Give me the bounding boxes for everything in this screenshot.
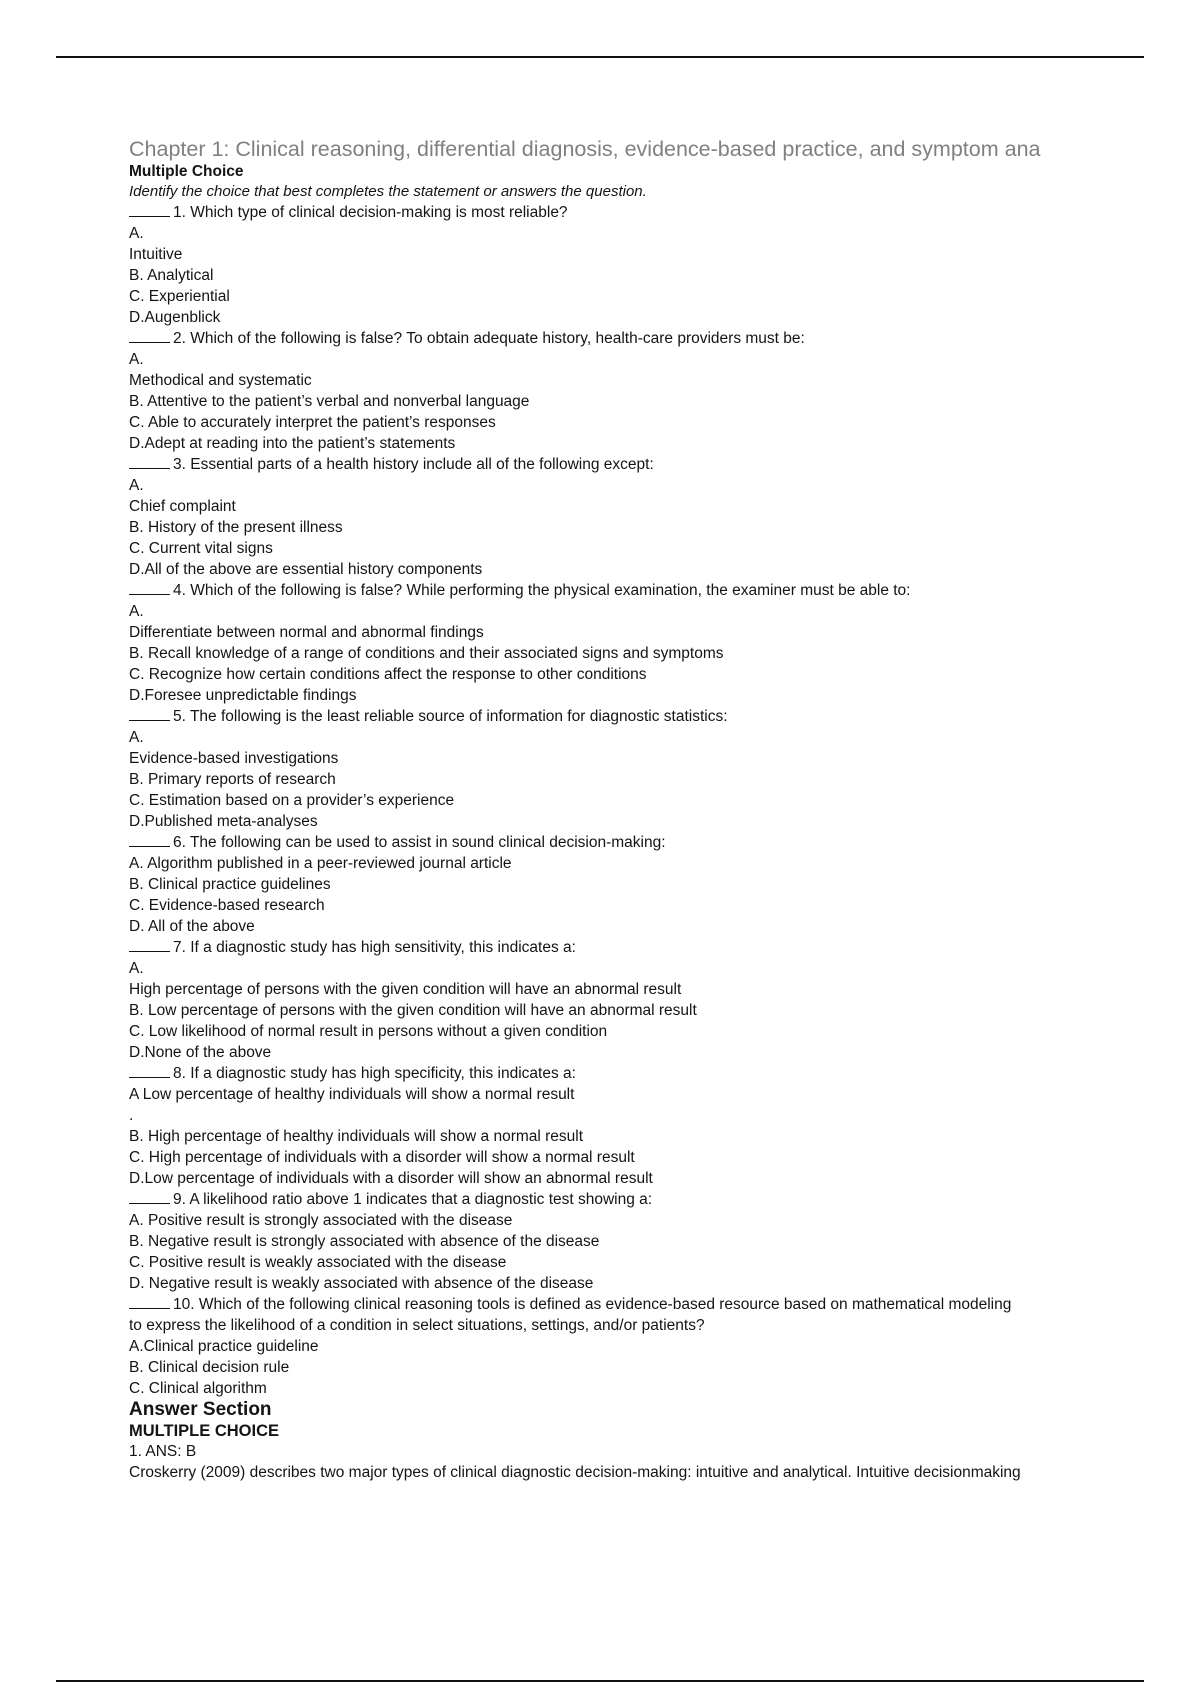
answer-section-heading: Answer Section	[129, 1399, 272, 1420]
question-stem-text: 3. Essential parts of a health history include all of the following except:	[173, 456, 654, 473]
answer-option: D. Negative result is weakly associated with absence of the disease	[129, 1275, 594, 1292]
question-stem-text: 9. A likelihood ratio above 1 indicates that a diagnostic test showing a:	[173, 1191, 653, 1208]
answer-option: D.Low percentage of individuals with a disorder will show an abnormal result	[129, 1170, 653, 1187]
answer-option: D.Adept at reading into the patient’s statements	[129, 435, 456, 452]
question-stem	[129, 1294, 1089, 1315]
answer-option: C. Low likelihood of normal result in persons without a given condition	[129, 1023, 608, 1040]
question-block	[129, 580, 1089, 706]
answer-option: B. Primary reports of research	[129, 771, 336, 788]
answer-1-rationale: Croskerry (2009) describes two major types of clinical diagnostic decision-making: intuitive and analytical. Intuitive decisionmaking	[129, 1464, 1021, 1481]
answer-option: Intuitive	[129, 246, 183, 263]
answer-option: D.Augenblick	[129, 309, 221, 326]
answer-option: D.None of the above	[129, 1044, 272, 1061]
answer-option: B. Recall knowledge of a range of conditions and their associated signs and symptoms	[129, 645, 724, 662]
answer-option: B. High percentage of healthy individuals will show a normal result	[129, 1128, 584, 1145]
bottom-rule	[56, 1680, 1144, 1682]
question-stem-text: 7. If a diagnostic study has high sensitivity, this indicates a:	[173, 939, 576, 956]
answer-option: C. Positive result is weakly associated with the disease	[129, 1254, 507, 1271]
answer-option: D. All of the above	[129, 918, 255, 935]
question-block	[129, 454, 1089, 580]
question-block	[129, 1294, 1089, 1399]
instructions: Identify the choice that best completes the statement or answers the question.	[129, 183, 647, 200]
answer-blank[interactable]	[129, 330, 170, 343]
answer-option: D.Foresee unpredictable findings	[129, 687, 357, 704]
answer-option: Evidence-based investigations	[129, 750, 339, 767]
answer-option: B. Negative result is strongly associated with absence of the disease	[129, 1233, 600, 1250]
answer-option: A. Algorithm published in a peer-reviewed journal article	[129, 855, 512, 872]
question-block	[129, 832, 1089, 937]
answer-1: 1. ANS: B	[129, 1443, 197, 1460]
question-stem	[129, 580, 1089, 601]
answer-blank[interactable]	[129, 708, 170, 721]
answer-option: A.	[129, 960, 144, 977]
answer-option: B. Clinical decision rule	[129, 1359, 290, 1376]
answer-option: C. Current vital signs	[129, 540, 273, 557]
answer-option: C. Experiential	[129, 288, 230, 305]
answer-blank[interactable]	[129, 1296, 170, 1309]
answer-option: C. Able to accurately interpret the patient’s responses	[129, 414, 496, 431]
answer-option: B. Clinical practice guidelines	[129, 876, 331, 893]
question-stem-text: 5. The following is the least reliable source of information for diagnostic statistics:	[173, 708, 728, 725]
answer-option: A. Positive result is strongly associated with the disease	[129, 1212, 513, 1229]
answer-option: A.	[129, 477, 144, 494]
answer-option: A.	[129, 603, 144, 620]
answer-option: C. Clinical algorithm	[129, 1380, 267, 1397]
question-stem	[129, 202, 1089, 223]
answer-option: C. Evidence-based research	[129, 897, 325, 914]
chapter-title: Chapter 1: Clinical reasoning, differential diagnosis, evidence-based practice, and symptom ana	[129, 137, 1041, 161]
answer-option: B. History of the present illness	[129, 519, 343, 536]
answer-option: .	[129, 1107, 134, 1124]
answer-option: C. Estimation based on a provider’s experience	[129, 792, 455, 809]
answer-option: Chief complaint	[129, 498, 236, 515]
answer-option: B. Attentive to the patient’s verbal and nonverbal language	[129, 393, 530, 410]
question-stem-text: 1. Which type of clinical decision-making is most reliable?	[173, 204, 568, 221]
answer-option: A.	[129, 729, 144, 746]
question-stem-text: 4. Which of the following is false? While performing the physical examination, the examiner must be able to:	[173, 582, 911, 599]
question-stem-text: 6. The following can be used to assist in sound clinical decision-making:	[173, 834, 666, 851]
answer-option: A.	[129, 351, 144, 368]
question-stem	[129, 706, 1089, 727]
question-block	[129, 706, 1089, 832]
top-rule	[56, 56, 1144, 58]
answer-option: D.Published meta-analyses	[129, 813, 318, 830]
answer-option: A.Clinical practice guideline	[129, 1338, 319, 1355]
question-block	[129, 1189, 1089, 1294]
question-stem	[129, 937, 1089, 958]
question-stem	[129, 832, 1089, 853]
question-stem	[129, 1063, 1089, 1084]
answer-option: B. Analytical	[129, 267, 214, 284]
answer-option: B. Low percentage of persons with the given condition will have an abnormal result	[129, 1002, 697, 1019]
question-block	[129, 202, 1089, 328]
answer-option: C. High percentage of individuals with a disorder will show a normal result	[129, 1149, 635, 1166]
question-block	[129, 328, 1089, 454]
answer-option: A Low percentage of healthy individuals will show a normal result	[129, 1086, 575, 1103]
question-stem	[129, 328, 1089, 349]
answer-blank[interactable]	[129, 582, 170, 595]
answer-blank[interactable]	[129, 939, 170, 952]
answer-option: D.All of the above are essential history components	[129, 561, 483, 578]
question-block	[129, 937, 1089, 1063]
question-stem-text: 2. Which of the following is false? To obtain adequate history, health-care providers must be:	[173, 330, 805, 347]
question-stem-text: 8. If a diagnostic study has high specificity, this indicates a:	[173, 1065, 576, 1082]
question-list	[129, 202, 1089, 1399]
answer-blank[interactable]	[129, 204, 170, 217]
question-stem	[129, 1189, 1089, 1210]
question-stem-text: 10. Which of the following clinical reasoning tools is defined as evidence-based resource based on mathematical modeling	[173, 1296, 1012, 1313]
answer-blank[interactable]	[129, 834, 170, 847]
answer-option: C. Recognize how certain conditions affect the response to other conditions	[129, 666, 647, 683]
answer-blank[interactable]	[129, 456, 170, 469]
section-heading: Multiple Choice	[129, 163, 244, 180]
answer-blank[interactable]	[129, 1191, 170, 1204]
answer-option: High percentage of persons with the given condition will have an abnormal result	[129, 981, 682, 998]
answer-option: Differentiate between normal and abnormal findings	[129, 624, 484, 641]
answer-option: to express the likelihood of a condition in select situations, settings, and/or patients?	[129, 1317, 705, 1334]
answer-option: Methodical and systematic	[129, 372, 312, 389]
question-stem	[129, 454, 1089, 475]
multiple-choice-subheading: MULTIPLE CHOICE	[129, 1422, 280, 1440]
question-block	[129, 1063, 1089, 1189]
answer-blank[interactable]	[129, 1065, 170, 1078]
document-body	[129, 136, 1089, 1483]
answer-option: A.	[129, 225, 144, 242]
